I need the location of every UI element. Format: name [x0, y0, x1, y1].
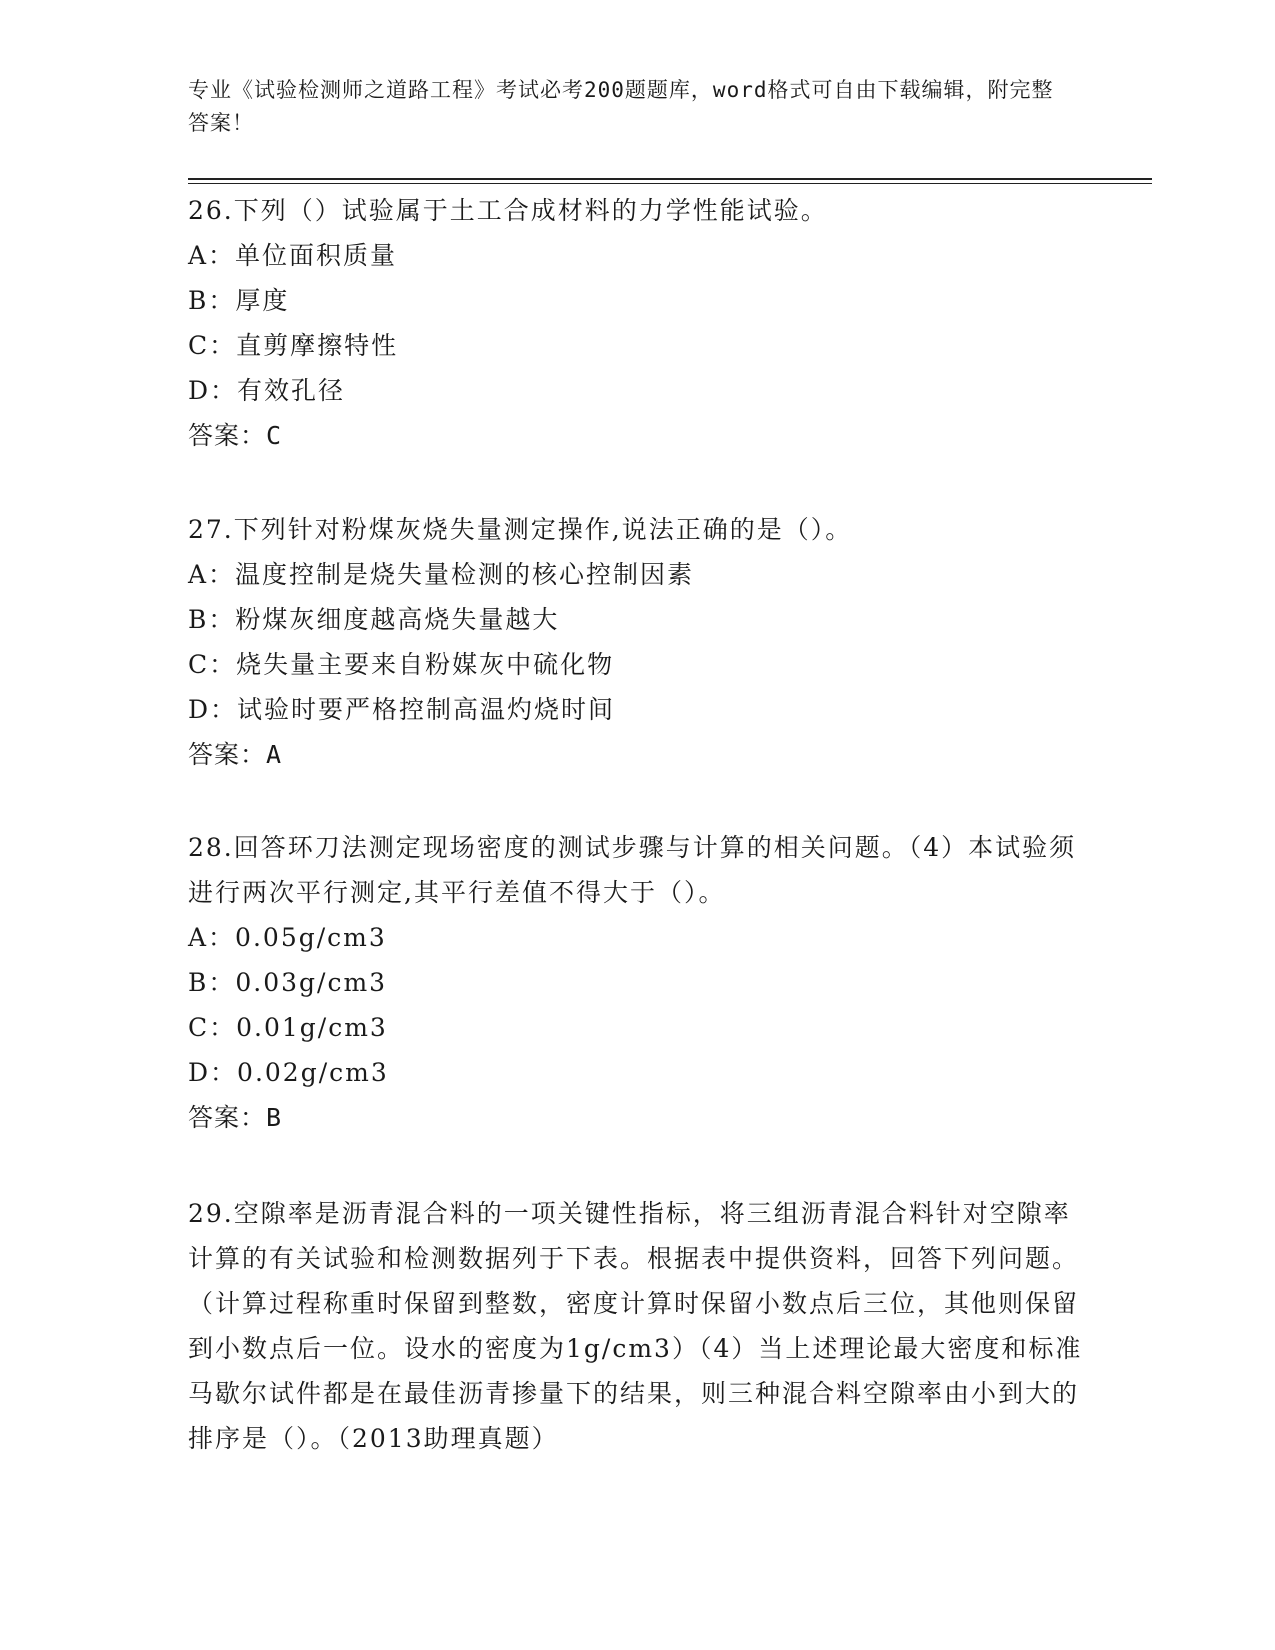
- answer-value: A: [266, 740, 283, 769]
- question-stem: 26.下列（）试验属于土工合成材料的力学性能试验。: [188, 196, 828, 225]
- question-28: [188, 825, 1088, 1140]
- option-a: A：单位面积质量: [188, 241, 398, 270]
- header-divider-thick: [188, 178, 1152, 180]
- question-stem: 27.下列针对粉煤灰烧失量测定操作,说法正确的是（）。: [188, 515, 853, 544]
- question-stem: 28.回答环刀法测定现场密度的测试步骤与计算的相关问题。（4）本试验须进行两次平行测定,其平行差值不得大于（）。: [188, 833, 1077, 907]
- question-27: [188, 507, 1088, 777]
- answer-label: 答案：: [188, 421, 267, 450]
- option-d: D：有效孔径: [188, 376, 346, 405]
- question-29: [188, 1191, 1088, 1461]
- option-c: C：直剪摩擦特性: [188, 331, 399, 360]
- option-b: B：厚度: [188, 286, 290, 315]
- option-a: A：0.05g/cm3: [188, 923, 387, 952]
- question-stem: 29.空隙率是沥青混合料的一项关键性指标，将三组沥青混合料针对空隙率计算的有关试验和检测数据列于下表。根据表中提供资料，回答下列问题。（计算过程称重时保留到整数，密度计算时保留小数点后三位，其他则保留到小数点后一位。设水的密度为1g/cm3）（4）当上述理论最大密度和标准马歇尔试件都是在最佳沥青掺量下的结果，则三种混合料空隙率由小到大的排序是（）。（2013助理真题）: [188, 1199, 1083, 1453]
- answer-value: C: [266, 421, 283, 450]
- option-c: C：0.01g/cm3: [188, 1013, 388, 1042]
- answer: [188, 732, 1088, 777]
- option-b: B：粉煤灰细度越高烧失量越大: [188, 605, 560, 634]
- option-d: D：0.02g/cm3: [188, 1058, 389, 1087]
- option-d: D：试验时要严格控制高温灼烧时间: [188, 695, 616, 724]
- answer: [188, 1095, 1088, 1140]
- option-c: C：烧失量主要来自粉媒灰中硫化物: [188, 650, 615, 679]
- question-26: [188, 188, 1088, 458]
- answer: [188, 413, 1088, 458]
- header-divider-thin: [188, 183, 1152, 184]
- document-header: 专业《试验检测师之道路工程》考试必考200题题库，word格式可自由下载编辑，附完整答案！: [188, 78, 1054, 135]
- option-b: B：0.03g/cm3: [188, 968, 388, 997]
- answer-label: 答案：: [188, 740, 267, 769]
- answer-label: 答案：: [188, 1103, 267, 1132]
- answer-value: B: [266, 1103, 283, 1132]
- option-a: A：温度控制是烧失量检测的核心控制因素: [188, 560, 695, 589]
